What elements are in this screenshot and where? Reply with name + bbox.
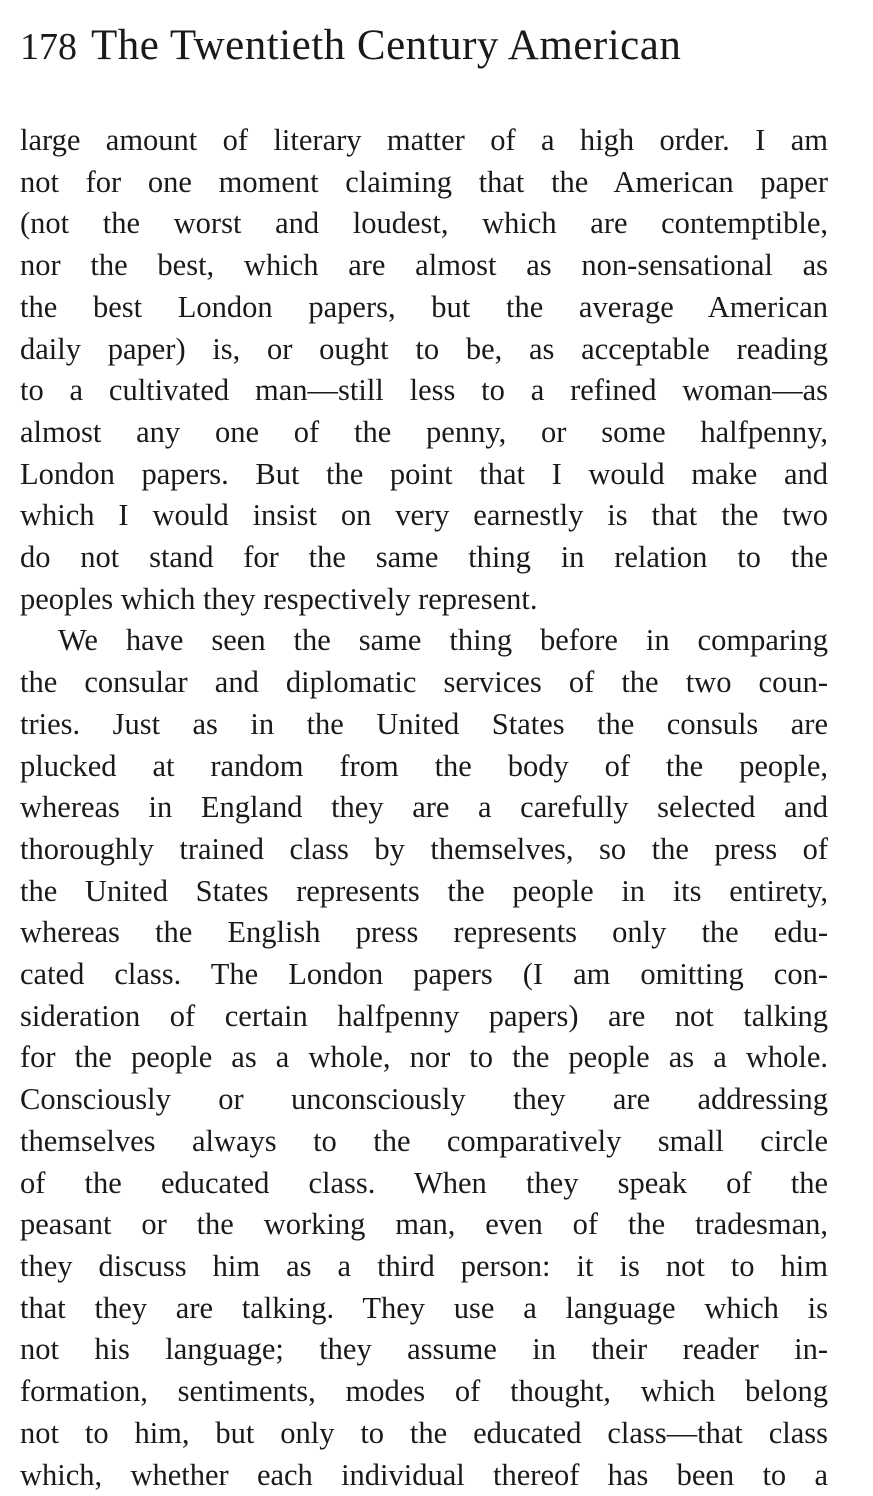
text-line: tries. Just as in the United States the consuls are [20, 704, 828, 746]
text-line: whereas in England they are a carefully selected and [20, 787, 828, 829]
text-line: the best London papers, but the average American [20, 287, 828, 329]
paragraph-1 [20, 120, 829, 620]
text-line: for the people as a whole, nor to the people as a whole. [20, 1037, 828, 1079]
text-line: Consciously or unconsciously they are addressing [20, 1079, 828, 1121]
text-line: not his language; they assume in their reader in- [20, 1329, 828, 1371]
text-line: do not stand for the same thing in relation to the [20, 537, 828, 579]
paragraph-2 [20, 620, 829, 1496]
text-line: whereas the English press represents only the edu- [20, 912, 828, 954]
text-line: which I would insist on very earnestly is that the two [20, 495, 828, 537]
text-line: (not the worst and loudest, which are contemptible, [20, 203, 828, 245]
page-header [20, 16, 829, 76]
text-line: large amount of literary matter of a high order. I am [20, 120, 828, 162]
text-line: We have seen the same thing before in comparing [20, 620, 828, 662]
text-line: that they are talking. They use a language which is [20, 1288, 828, 1330]
text-line: not to him, but only to the educated class—that class [20, 1413, 828, 1455]
text-line: peasant or the working man, even of the tradesman, [20, 1204, 828, 1246]
text-line: which, whether each individual thereof has been to a [20, 1455, 828, 1496]
text-line: not for one moment claiming that the American paper [20, 162, 828, 204]
text-line: daily paper) is, or ought to be, as acceptable reading [20, 329, 828, 371]
text-line: of the educated class. When they speak of the [20, 1163, 828, 1205]
text-line: nor the best, which are almost as non-sensational as [20, 245, 828, 287]
text-line: the consular and diplomatic services of the two coun- [20, 662, 828, 704]
text-line: thoroughly trained class by themselves, so the press of [20, 829, 828, 871]
text-line: plucked at random from the body of the people, [20, 746, 828, 788]
text-line: to a cultivated man—still less to a refined woman—as [20, 370, 828, 412]
text-line: London papers. But the point that I would make and [20, 454, 828, 496]
text-line: they discuss him as a third person: it is not to him [20, 1246, 828, 1288]
page-number: 178 [20, 17, 77, 77]
text-line: formation, sentiments, modes of thought, which belong [20, 1371, 828, 1413]
text-line: themselves always to the comparatively small circle [20, 1121, 828, 1163]
text-line: the United States represents the people in its entirety, [20, 871, 828, 913]
text-line: cated class. The London papers (I am omitting con- [20, 954, 828, 996]
text-line: almost any one of the penny, or some halfpenny, [20, 412, 828, 454]
body-text [20, 120, 829, 1496]
running-title: The Twentieth Century American [91, 16, 681, 76]
text-line: peoples which they respectively represent. [20, 579, 828, 621]
text-line: sideration of certain halfpenny papers) are not talking [20, 996, 828, 1038]
